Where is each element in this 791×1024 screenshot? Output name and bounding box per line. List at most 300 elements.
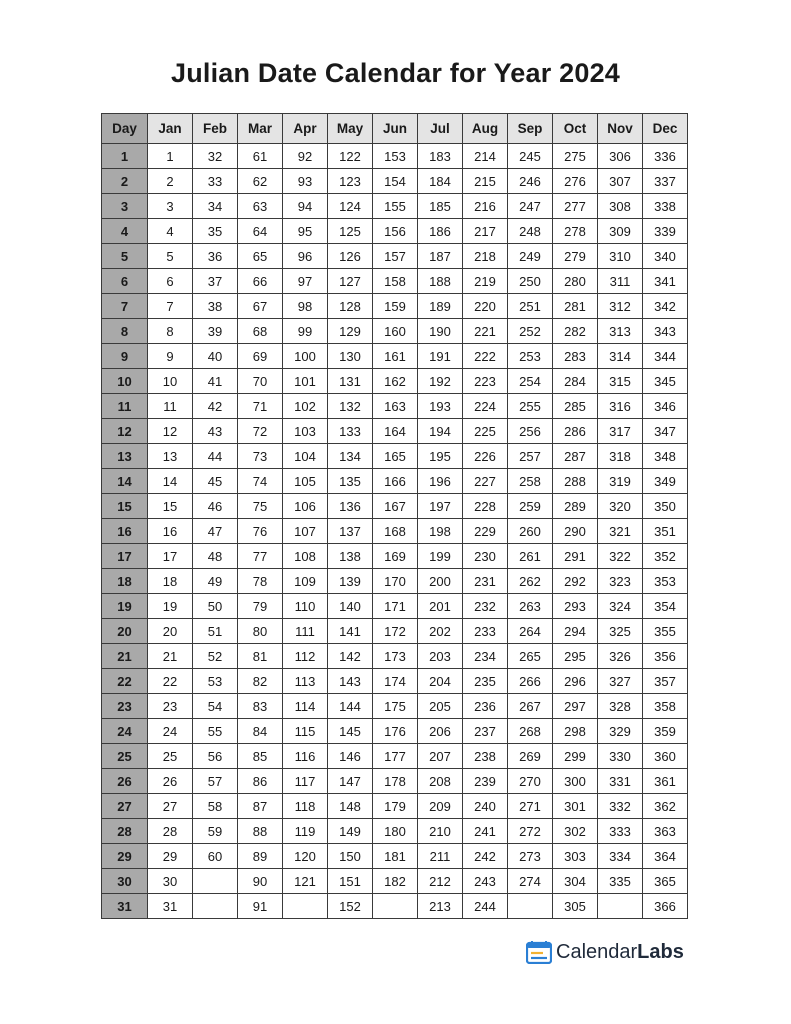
- day-number-cell: 10: [102, 369, 148, 394]
- julian-date-cell: 232: [463, 594, 508, 619]
- julian-date-cell: 325: [598, 619, 643, 644]
- julian-date-cell: 57: [193, 769, 238, 794]
- julian-date-cell: 115: [283, 719, 328, 744]
- table-row: [102, 794, 688, 819]
- julian-date-cell: 163: [373, 394, 418, 419]
- julian-date-cell: 50: [193, 594, 238, 619]
- julian-date-cell: 340: [643, 244, 688, 269]
- julian-date-cell: 242: [463, 844, 508, 869]
- julian-date-cell: 268: [508, 719, 553, 744]
- julian-date-cell: 94: [283, 194, 328, 219]
- julian-date-cell: 82: [238, 669, 283, 694]
- julian-date-cell: 184: [418, 169, 463, 194]
- day-number-cell: 15: [102, 494, 148, 519]
- julian-date-cell: 328: [598, 694, 643, 719]
- julian-date-cell: 2: [148, 169, 193, 194]
- julian-date-cell: 91: [238, 894, 283, 919]
- julian-date-cell: 100: [283, 344, 328, 369]
- julian-date-cell: 218: [463, 244, 508, 269]
- julian-date-cell: 135: [328, 469, 373, 494]
- julian-date-cell: 161: [373, 344, 418, 369]
- julian-date-cell: [193, 869, 238, 894]
- julian-date-cell: 304: [553, 869, 598, 894]
- julian-date-cell: 93: [283, 169, 328, 194]
- julian-date-cell: 185: [418, 194, 463, 219]
- julian-date-cell: 316: [598, 394, 643, 419]
- table-row: [102, 444, 688, 469]
- julian-date-cell: 213: [418, 894, 463, 919]
- julian-date-cell: 187: [418, 244, 463, 269]
- julian-date-cell: 297: [553, 694, 598, 719]
- julian-date-cell: 278: [553, 219, 598, 244]
- julian-date-cell: 165: [373, 444, 418, 469]
- julian-date-cell: 182: [373, 869, 418, 894]
- julian-date-cell: 127: [328, 269, 373, 294]
- julian-date-cell: 133: [328, 419, 373, 444]
- table-row: [102, 244, 688, 269]
- julian-date-cell: 111: [283, 619, 328, 644]
- julian-date-cell: 69: [238, 344, 283, 369]
- table-row: [102, 419, 688, 444]
- julian-date-cell: 128: [328, 294, 373, 319]
- julian-date-cell: 83: [238, 694, 283, 719]
- julian-date-cell: 37: [193, 269, 238, 294]
- julian-date-cell: 85: [238, 744, 283, 769]
- table-header-row: [102, 114, 688, 144]
- julian-date-cell: 189: [418, 294, 463, 319]
- julian-date-cell: 294: [553, 619, 598, 644]
- julian-date-cell: 274: [508, 869, 553, 894]
- julian-date-cell: 270: [508, 769, 553, 794]
- julian-date-cell: 105: [283, 469, 328, 494]
- julian-date-cell: 266: [508, 669, 553, 694]
- column-header-dec: Dec: [643, 114, 688, 144]
- julian-date-cell: 245: [508, 144, 553, 169]
- column-header-sep: Sep: [508, 114, 553, 144]
- table-row: [102, 769, 688, 794]
- julian-date-cell: 301: [553, 794, 598, 819]
- julian-date-cell: 49: [193, 569, 238, 594]
- julian-date-table: [101, 113, 688, 919]
- julian-date-cell: 78: [238, 569, 283, 594]
- julian-date-cell: 331: [598, 769, 643, 794]
- julian-date-cell: 251: [508, 294, 553, 319]
- julian-date-cell: 336: [643, 144, 688, 169]
- julian-date-cell: 211: [418, 844, 463, 869]
- julian-date-cell: 233: [463, 619, 508, 644]
- julian-date-cell: 79: [238, 594, 283, 619]
- julian-date-cell: 33: [193, 169, 238, 194]
- column-header-feb: Feb: [193, 114, 238, 144]
- julian-date-cell: 277: [553, 194, 598, 219]
- julian-date-cell: 177: [373, 744, 418, 769]
- julian-date-cell: 327: [598, 669, 643, 694]
- julian-date-cell: 166: [373, 469, 418, 494]
- julian-date-cell: 196: [418, 469, 463, 494]
- julian-date-cell: 281: [553, 294, 598, 319]
- julian-date-cell: 272: [508, 819, 553, 844]
- day-number-cell: 11: [102, 394, 148, 419]
- day-number-cell: 1: [102, 144, 148, 169]
- julian-date-cell: 56: [193, 744, 238, 769]
- julian-date-cell: 198: [418, 519, 463, 544]
- julian-date-cell: 309: [598, 219, 643, 244]
- julian-date-cell: 307: [598, 169, 643, 194]
- julian-date-cell: 228: [463, 494, 508, 519]
- day-number-cell: 9: [102, 344, 148, 369]
- day-number-cell: 28: [102, 819, 148, 844]
- julian-date-cell: 113: [283, 669, 328, 694]
- julian-date-cell: 276: [553, 169, 598, 194]
- julian-date-cell: 317: [598, 419, 643, 444]
- julian-date-cell: 264: [508, 619, 553, 644]
- julian-date-cell: 160: [373, 319, 418, 344]
- julian-date-cell: 124: [328, 194, 373, 219]
- table-row: [102, 294, 688, 319]
- julian-date-cell: 12: [148, 419, 193, 444]
- day-number-cell: 22: [102, 669, 148, 694]
- julian-date-cell: 4: [148, 219, 193, 244]
- julian-date-cell: 3: [148, 194, 193, 219]
- day-number-cell: 12: [102, 419, 148, 444]
- table-row: [102, 144, 688, 169]
- column-header-day: Day: [102, 114, 148, 144]
- julian-date-cell: 171: [373, 594, 418, 619]
- julian-date-cell: 173: [373, 644, 418, 669]
- julian-date-cell: 204: [418, 669, 463, 694]
- day-number-cell: 19: [102, 594, 148, 619]
- julian-date-cell: 76: [238, 519, 283, 544]
- julian-date-cell: 116: [283, 744, 328, 769]
- julian-date-cell: 41: [193, 369, 238, 394]
- day-number-cell: 13: [102, 444, 148, 469]
- julian-date-cell: 238: [463, 744, 508, 769]
- julian-date-cell: 362: [643, 794, 688, 819]
- julian-date-cell: 267: [508, 694, 553, 719]
- julian-date-cell: 39: [193, 319, 238, 344]
- day-number-cell: 16: [102, 519, 148, 544]
- day-number-cell: 14: [102, 469, 148, 494]
- julian-date-cell: 360: [643, 744, 688, 769]
- julian-date-cell: 22: [148, 669, 193, 694]
- julian-date-cell: 248: [508, 219, 553, 244]
- julian-date-cell: 117: [283, 769, 328, 794]
- day-number-cell: 29: [102, 844, 148, 869]
- julian-date-cell: 258: [508, 469, 553, 494]
- julian-date-cell: 138: [328, 544, 373, 569]
- julian-date-cell: 324: [598, 594, 643, 619]
- julian-date-cell: 157: [373, 244, 418, 269]
- julian-date-cell: 348: [643, 444, 688, 469]
- julian-date-cell: 148: [328, 794, 373, 819]
- julian-date-cell: 199: [418, 544, 463, 569]
- julian-date-cell: 194: [418, 419, 463, 444]
- julian-date-cell: 64: [238, 219, 283, 244]
- julian-date-cell: 180: [373, 819, 418, 844]
- julian-date-cell: 140: [328, 594, 373, 619]
- julian-date-cell: 7: [148, 294, 193, 319]
- julian-date-cell: 263: [508, 594, 553, 619]
- column-header-aug: Aug: [463, 114, 508, 144]
- julian-date-cell: 312: [598, 294, 643, 319]
- julian-date-cell: 95: [283, 219, 328, 244]
- julian-date-cell: 114: [283, 694, 328, 719]
- julian-date-cell: 134: [328, 444, 373, 469]
- julian-date-cell: 341: [643, 269, 688, 294]
- julian-date-cell: 351: [643, 519, 688, 544]
- julian-date-cell: 70: [238, 369, 283, 394]
- julian-date-cell: 145: [328, 719, 373, 744]
- julian-date-cell: 59: [193, 819, 238, 844]
- julian-date-cell: 256: [508, 419, 553, 444]
- julian-date-cell: 27: [148, 794, 193, 819]
- julian-date-cell: 142: [328, 644, 373, 669]
- julian-date-cell: 280: [553, 269, 598, 294]
- julian-date-cell: 261: [508, 544, 553, 569]
- day-number-cell: 24: [102, 719, 148, 744]
- julian-date-cell: 235: [463, 669, 508, 694]
- julian-date-cell: 299: [553, 744, 598, 769]
- day-number-cell: 8: [102, 319, 148, 344]
- julian-date-cell: 75: [238, 494, 283, 519]
- table-row: [102, 594, 688, 619]
- table-row: [102, 544, 688, 569]
- julian-date-cell: 349: [643, 469, 688, 494]
- julian-date-cell: 98: [283, 294, 328, 319]
- julian-date-cell: 10: [148, 369, 193, 394]
- day-number-cell: 4: [102, 219, 148, 244]
- julian-date-cell: 262: [508, 569, 553, 594]
- julian-date-cell: 229: [463, 519, 508, 544]
- julian-date-cell: 356: [643, 644, 688, 669]
- julian-date-cell: 191: [418, 344, 463, 369]
- julian-date-cell: 234: [463, 644, 508, 669]
- julian-date-cell: 112: [283, 644, 328, 669]
- julian-date-cell: 19: [148, 594, 193, 619]
- julian-date-cell: 106: [283, 494, 328, 519]
- julian-date-cell: 206: [418, 719, 463, 744]
- julian-date-cell: 364: [643, 844, 688, 869]
- table-row: [102, 519, 688, 544]
- julian-date-cell: 32: [193, 144, 238, 169]
- julian-date-cell: [598, 894, 643, 919]
- column-header-jul: Jul: [418, 114, 463, 144]
- day-number-cell: 21: [102, 644, 148, 669]
- julian-date-cell: 47: [193, 519, 238, 544]
- julian-date-cell: 253: [508, 344, 553, 369]
- day-number-cell: 31: [102, 894, 148, 919]
- julian-date-cell: 257: [508, 444, 553, 469]
- julian-date-cell: 202: [418, 619, 463, 644]
- julian-date-cell: 333: [598, 819, 643, 844]
- julian-date-cell: 310: [598, 244, 643, 269]
- column-header-oct: Oct: [553, 114, 598, 144]
- julian-date-cell: 314: [598, 344, 643, 369]
- julian-date-cell: 31: [148, 894, 193, 919]
- julian-date-cell: 97: [283, 269, 328, 294]
- julian-date-cell: 65: [238, 244, 283, 269]
- julian-date-cell: [373, 894, 418, 919]
- julian-date-cell: 30: [148, 869, 193, 894]
- julian-date-cell: 137: [328, 519, 373, 544]
- julian-date-cell: 20: [148, 619, 193, 644]
- julian-date-cell: 220: [463, 294, 508, 319]
- julian-date-cell: 210: [418, 819, 463, 844]
- column-header-may: May: [328, 114, 373, 144]
- julian-date-cell: 319: [598, 469, 643, 494]
- julian-date-cell: 45: [193, 469, 238, 494]
- day-number-cell: 27: [102, 794, 148, 819]
- table-row: [102, 669, 688, 694]
- julian-date-cell: 241: [463, 819, 508, 844]
- table-row: [102, 394, 688, 419]
- julian-date-cell: 244: [463, 894, 508, 919]
- julian-date-cell: 252: [508, 319, 553, 344]
- julian-date-cell: 188: [418, 269, 463, 294]
- julian-date-cell: [193, 894, 238, 919]
- julian-date-cell: 352: [643, 544, 688, 569]
- table-row: [102, 369, 688, 394]
- julian-date-cell: 89: [238, 844, 283, 869]
- julian-date-cell: 308: [598, 194, 643, 219]
- julian-date-cell: 54: [193, 694, 238, 719]
- julian-date-cell: 345: [643, 369, 688, 394]
- table-row: [102, 169, 688, 194]
- julian-date-cell: 354: [643, 594, 688, 619]
- brand-name-bold: Labs: [637, 940, 684, 963]
- julian-date-cell: 9: [148, 344, 193, 369]
- julian-date-cell: 231: [463, 569, 508, 594]
- julian-date-cell: 58: [193, 794, 238, 819]
- julian-date-cell: 227: [463, 469, 508, 494]
- julian-date-cell: 11: [148, 394, 193, 419]
- day-number-cell: 30: [102, 869, 148, 894]
- julian-date-cell: 154: [373, 169, 418, 194]
- julian-date-cell: 275: [553, 144, 598, 169]
- column-header-apr: Apr: [283, 114, 328, 144]
- julian-date-cell: 335: [598, 869, 643, 894]
- julian-date-cell: 361: [643, 769, 688, 794]
- table-row: [102, 844, 688, 869]
- julian-date-cell: [508, 894, 553, 919]
- julian-date-cell: 200: [418, 569, 463, 594]
- julian-date-cell: 102: [283, 394, 328, 419]
- julian-date-cell: 337: [643, 169, 688, 194]
- julian-date-cell: 289: [553, 494, 598, 519]
- julian-date-cell: 164: [373, 419, 418, 444]
- julian-date-cell: 80: [238, 619, 283, 644]
- julian-date-cell: 18: [148, 569, 193, 594]
- julian-date-cell: 254: [508, 369, 553, 394]
- julian-date-cell: 35: [193, 219, 238, 244]
- julian-date-cell: 144: [328, 694, 373, 719]
- julian-date-cell: 320: [598, 494, 643, 519]
- table-row: [102, 869, 688, 894]
- julian-date-cell: 52: [193, 644, 238, 669]
- julian-date-cell: 123: [328, 169, 373, 194]
- julian-date-cell: 90: [238, 869, 283, 894]
- day-number-cell: 2: [102, 169, 148, 194]
- julian-date-cell: 216: [463, 194, 508, 219]
- table-row: [102, 569, 688, 594]
- julian-date-cell: 186: [418, 219, 463, 244]
- julian-date-cell: 315: [598, 369, 643, 394]
- table-row: [102, 644, 688, 669]
- julian-date-cell: 197: [418, 494, 463, 519]
- julian-date-cell: 178: [373, 769, 418, 794]
- julian-date-cell: 61: [238, 144, 283, 169]
- table-row: [102, 269, 688, 294]
- julian-date-cell: 359: [643, 719, 688, 744]
- julian-date-cell: 226: [463, 444, 508, 469]
- julian-date-cell: 119: [283, 819, 328, 844]
- julian-date-cell: 122: [328, 144, 373, 169]
- julian-date-cell: 152: [328, 894, 373, 919]
- julian-date-cell: 287: [553, 444, 598, 469]
- julian-date-cell: 215: [463, 169, 508, 194]
- julian-date-cell: 181: [373, 844, 418, 869]
- julian-date-cell: 132: [328, 394, 373, 419]
- julian-date-cell: 169: [373, 544, 418, 569]
- julian-date-cell: 176: [373, 719, 418, 744]
- brand-name-regular: Calendar: [556, 940, 638, 963]
- julian-date-cell: 247: [508, 194, 553, 219]
- julian-date-cell: 141: [328, 619, 373, 644]
- column-header-nov: Nov: [598, 114, 643, 144]
- julian-date-cell: 322: [598, 544, 643, 569]
- julian-date-cell: 334: [598, 844, 643, 869]
- julian-date-cell: 5: [148, 244, 193, 269]
- julian-date-cell: 67: [238, 294, 283, 319]
- julian-date-cell: 167: [373, 494, 418, 519]
- julian-date-cell: 14: [148, 469, 193, 494]
- julian-date-cell: 92: [283, 144, 328, 169]
- julian-date-cell: 28: [148, 819, 193, 844]
- julian-date-cell: 60: [193, 844, 238, 869]
- julian-date-cell: 175: [373, 694, 418, 719]
- julian-date-cell: 298: [553, 719, 598, 744]
- day-number-cell: 23: [102, 694, 148, 719]
- julian-date-cell: 329: [598, 719, 643, 744]
- julian-date-cell: 118: [283, 794, 328, 819]
- julian-date-cell: 313: [598, 319, 643, 344]
- julian-date-cell: 303: [553, 844, 598, 869]
- julian-date-cell: 71: [238, 394, 283, 419]
- julian-date-cell: 136: [328, 494, 373, 519]
- julian-date-cell: 179: [373, 794, 418, 819]
- julian-date-cell: 343: [643, 319, 688, 344]
- julian-date-cell: 344: [643, 344, 688, 369]
- julian-date-cell: 26: [148, 769, 193, 794]
- julian-date-cell: 279: [553, 244, 598, 269]
- table-row: [102, 819, 688, 844]
- julian-date-cell: 108: [283, 544, 328, 569]
- julian-date-cell: 326: [598, 644, 643, 669]
- julian-date-cell: 209: [418, 794, 463, 819]
- julian-date-cell: 323: [598, 569, 643, 594]
- julian-date-cell: 201: [418, 594, 463, 619]
- julian-date-cell: 219: [463, 269, 508, 294]
- julian-date-cell: 305: [553, 894, 598, 919]
- julian-date-cell: 365: [643, 869, 688, 894]
- julian-date-cell: 321: [598, 519, 643, 544]
- julian-date-cell: 158: [373, 269, 418, 294]
- julian-date-cell: 214: [463, 144, 508, 169]
- julian-date-cell: 103: [283, 419, 328, 444]
- julian-date-cell: 269: [508, 744, 553, 769]
- julian-date-cell: 110: [283, 594, 328, 619]
- table-row: [102, 744, 688, 769]
